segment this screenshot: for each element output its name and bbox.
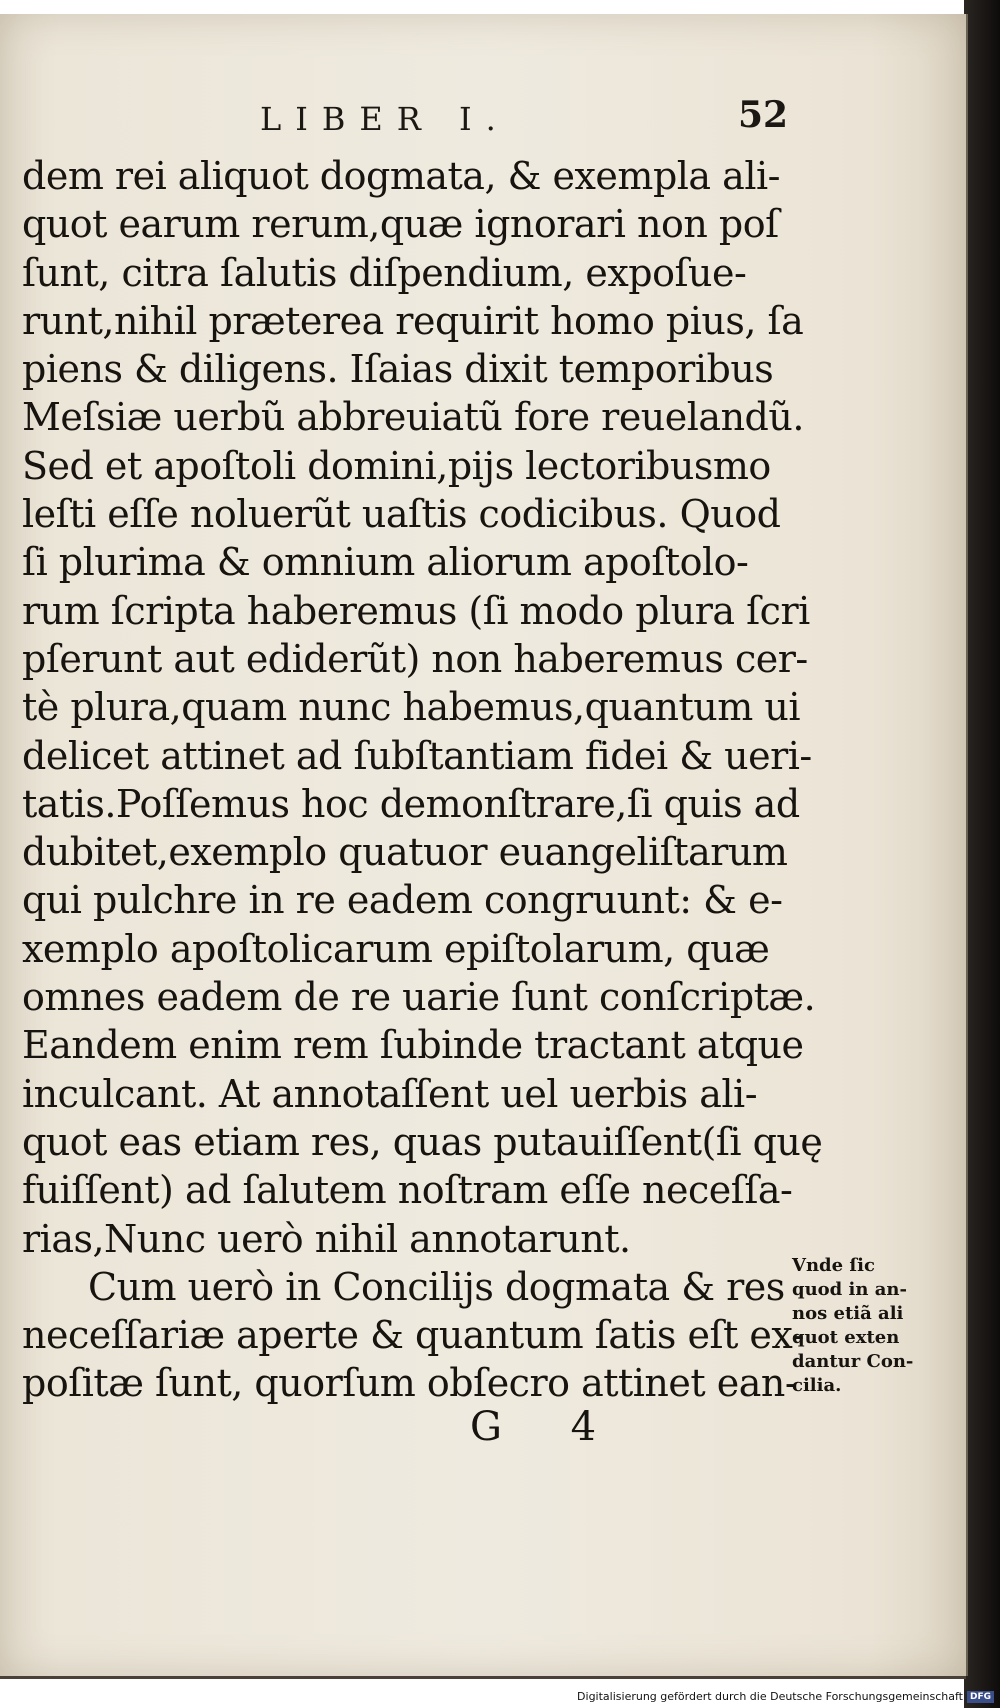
text-line: ſi plurima & omnium aliorum apoſtolo- bbox=[22, 540, 749, 585]
text-line: Eandem enim rem ſubinde tractant atque bbox=[22, 1023, 804, 1068]
text-line: quot eas etiam res, quas putauiſſent(ſi quę bbox=[22, 1119, 823, 1164]
text-line: leſti eſſe noluerũt uaſtis codicibus. Quod bbox=[22, 492, 781, 537]
text-line: ſunt, citra ſalutis diſpendium, expoſue- bbox=[22, 250, 747, 295]
marginal-note-line: Vnde ſic bbox=[792, 1255, 875, 1276]
text-line: runt,nihil præterea requirit homo pius, ſa bbox=[22, 298, 804, 343]
digitization-credit bbox=[577, 1690, 994, 1703]
text-line: inculcant. At annotaſſent uel uerbis ali- bbox=[22, 1071, 758, 1116]
text-line: omnes eadem de re uarie ſunt conſcriptæ. bbox=[22, 975, 816, 1020]
text-line: pſerunt aut ediderũt) non haberemus cer- bbox=[22, 636, 808, 681]
marginal-note-line: cilia. bbox=[792, 1375, 842, 1396]
credit-text: Digitalisierung gefördert durch die Deutsche Forschungsgemeinschaft bbox=[577, 1690, 963, 1703]
running-head: LIBER I. bbox=[260, 100, 510, 138]
text-line: xemplo apoſtolicarum epiſtolarum, quæ bbox=[22, 926, 770, 971]
text-line: qui pulchre in re eadem congruunt: & e- bbox=[22, 878, 783, 923]
text-line: poſitæ ſunt, quorſum obſecro attinet ean- bbox=[22, 1361, 798, 1406]
text-line: Sed et apoſtoli domini,pijs lectoribusmo bbox=[22, 443, 771, 488]
marginal-note-line: dantur Con- bbox=[792, 1351, 914, 1372]
text-line: dem rei aliquot dogmata, & exempla ali- bbox=[22, 154, 780, 198]
text-line: piens & diligens. Iſaias dixit temporibus bbox=[22, 347, 774, 392]
scan-background-edge bbox=[964, 0, 1000, 1708]
text-line: tè plura,quam nunc habemus,quantum ui bbox=[22, 685, 800, 730]
book-page bbox=[0, 14, 968, 1676]
page-number: 52 bbox=[738, 94, 789, 136]
text-line: rum ſcripta haberemus (ſi modo plura ſcri bbox=[22, 588, 810, 633]
text-line: fuiſſent) ad ſalutem noſtram eſſe neceſſa- bbox=[22, 1168, 793, 1213]
marginal-note-line: quod in an- bbox=[792, 1279, 907, 1300]
signature-mark: G 4 bbox=[470, 1404, 625, 1450]
marginal-note-line: quot exten bbox=[792, 1327, 900, 1348]
text-line-paragraph-start: Cum uerò in Concilijs dogmata & res bbox=[88, 1264, 785, 1309]
text-line: tatis.Poſſemus hoc demonſtrare,ſi quis ad bbox=[22, 781, 800, 826]
dfg-logo: DFG bbox=[967, 1691, 994, 1703]
text-line: quot earum rerum,quæ ignorari non poſ bbox=[22, 202, 779, 247]
text-line: neceſſariæ aperte & quantum ſatis eſt ex- bbox=[22, 1313, 805, 1358]
text-line: Meſsiæ uerbũ abbreuiatũ fore reuelandũ. bbox=[22, 395, 804, 440]
page-edge bbox=[0, 1676, 966, 1679]
marginal-note bbox=[792, 1254, 932, 1398]
text-line: delicet attinet ad ſubſtantiam fidei & ueri- bbox=[22, 733, 812, 778]
text-line: dubitet,exemplo quatuor euangeliſtarum bbox=[22, 830, 788, 875]
marginal-note-line: nos etiã ali bbox=[792, 1303, 904, 1324]
text-line: rias,Nunc uerò nihil annotarunt. bbox=[22, 1216, 631, 1261]
